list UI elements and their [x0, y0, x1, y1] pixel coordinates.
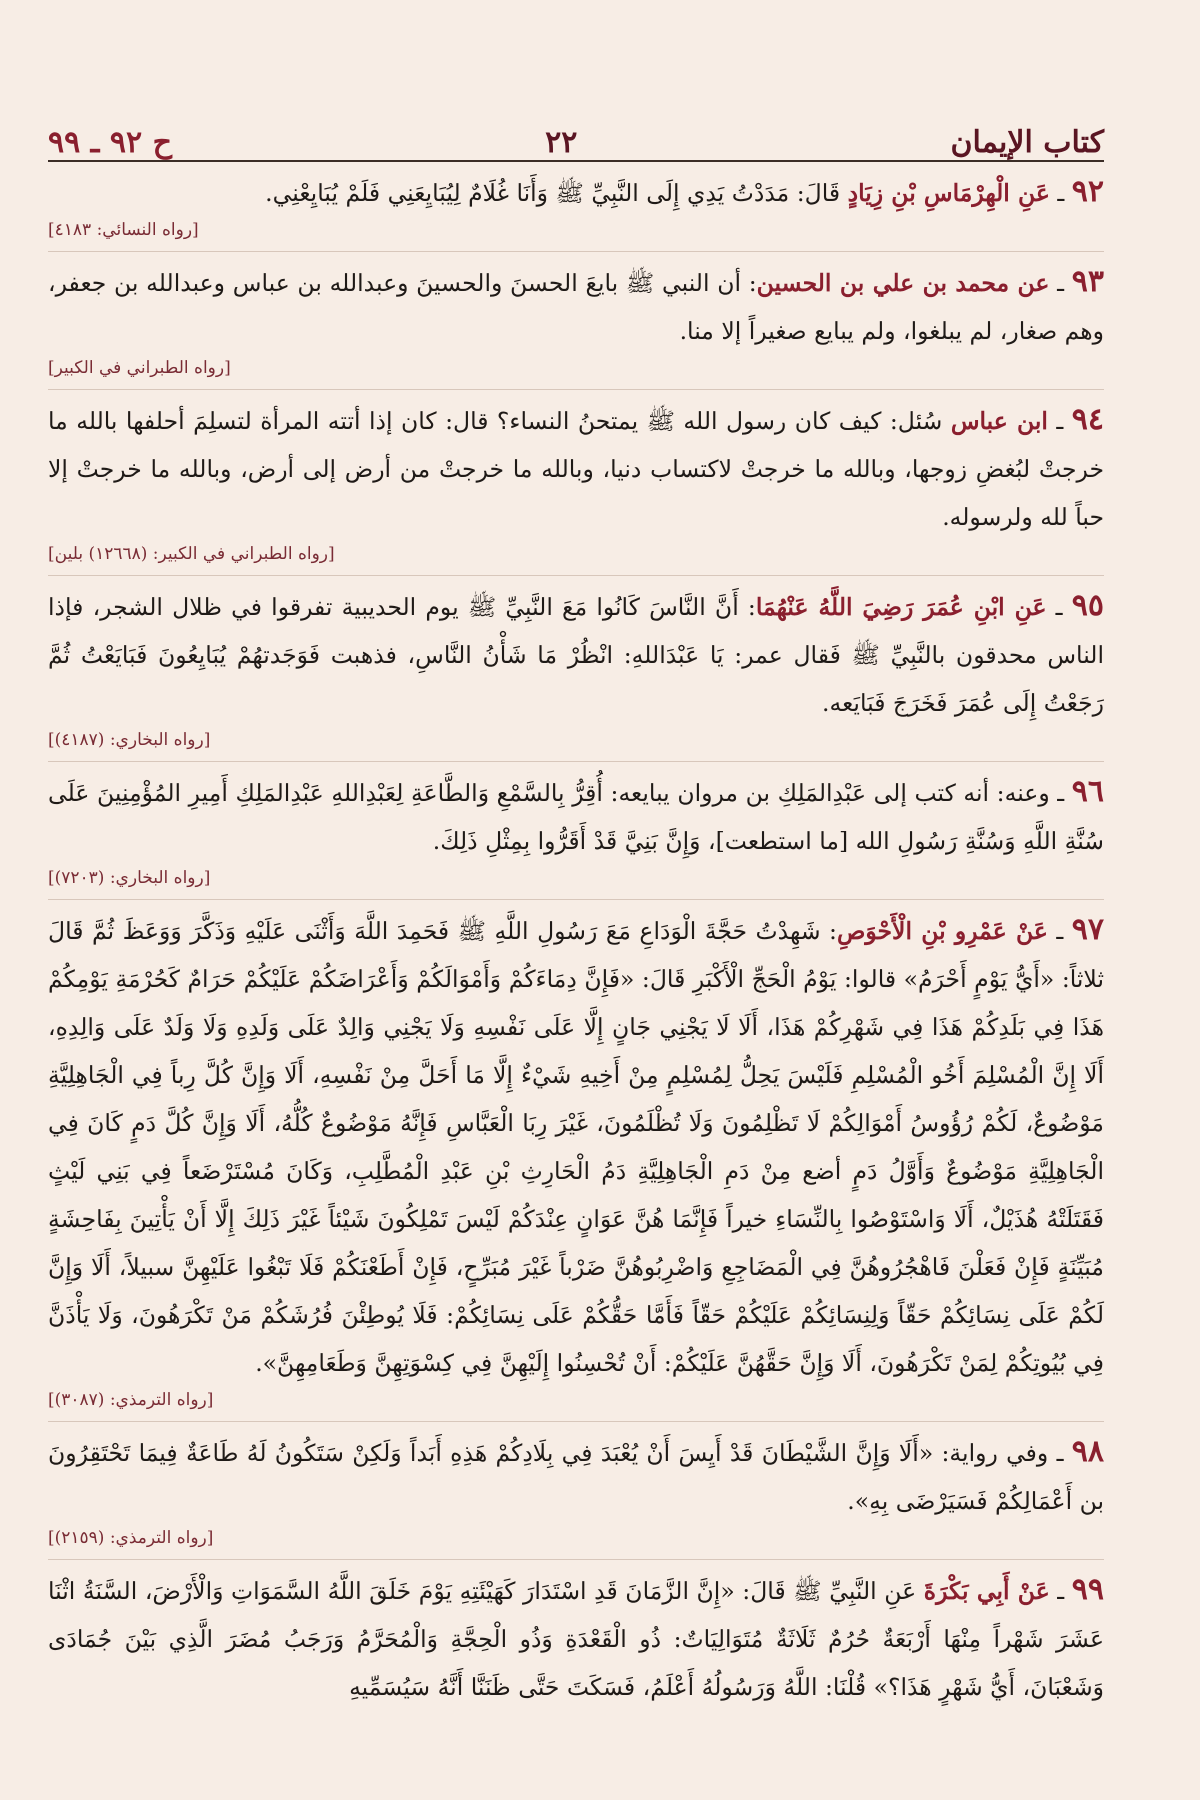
hadith-source: [رواه الطبراني في الكبير] [48, 355, 1104, 390]
hadith-92: ٩٢ ـ عَنِ الْهِرْمَاسِ بْنِ زِيَادٍ قَالَ: مَدَدْتُ يَدِي إِلَى النَّبِيِّ ﷺ وَأَنَا غُلَامٌ لِيُبَايِعَنِي فَلَمْ يُبَايِعْنِي. [رواه النسائي: ٤١٨٣] [48, 168, 1104, 252]
hadith-narrator: عَنِ ابْنِ عُمَرَ رَضِيَ اللَّهُ عَنْهُمَا [755, 593, 1047, 621]
hadith-number: ٩٥ [1071, 588, 1104, 623]
book-title: كتاب الإيمان [950, 125, 1104, 160]
hadith-narrator: عَنِ الْهِرْمَاسِ بْنِ زِيَادٍ [847, 179, 1050, 207]
hadith-source: [رواه الترمذي: (٢١٥٩)] [48, 1525, 1104, 1560]
hadith-text: وعنه: أنه كتب إلى عَبْدِالمَلِكِ بن مروان يبايعه: أُقِرُّ بِالسَّمْعِ وَالطَّاعَةِ لِعَبْدِاللهِ عَبْدِالمَلِكِ أَمِيرِ المُؤْمِنِينَ عَلَى سُنَّةِ اللَّهِ وَسُنَّةِ رَسُولِ الله [ما استطعت]، وَإِنَّ بَنِيَّ قَدْ أَقَرُّوا بِمِثْلِ ذَلِكَ. [48, 779, 1104, 855]
hadith-number: ٩٤ [1071, 402, 1104, 437]
hadith-number: ٩٣ [1071, 264, 1105, 299]
hadith-96: ٩٦ ـ وعنه: أنه كتب إلى عَبْدِالمَلِكِ بن مروان يبايعه: أُقِرُّ بِالسَّمْعِ وَالطَّاعَةِ لِعَبْدِاللهِ عَبْدِالمَلِكِ أَمِيرِ المُؤْمِنِينَ عَلَى سُنَّةِ اللَّهِ وَسُنَّةِ رَسُولِ الله [ما استطعت]، وَإِنَّ بَنِيَّ قَدْ أَقَرُّوا بِمِثْلِ ذَلِكَ. [رواه البخاري: (٧٢٠٣)] [48, 768, 1104, 900]
hadith-number: ٩٩ [1071, 1572, 1104, 1607]
hadith-source: [رواه البخاري: (٧٢٠٣)] [48, 865, 1104, 900]
hadith-94: ٩٤ ـ ابن عباس سُئل: كيف كان رسول الله ﷺ يمتحنُ النساء؟ قال: كان إذا أتته المرأة لتسلِمَ أحلفها بالله ما خرجتْ لبُغضِ زوجها، وبالله ما خرجتْ لاكتساب دنيا، وبالله ما خرجتْ من أرض إلى أرض، وبالله ما خرجتْ إلا حباً لله ولرسوله. [رواه الطبراني في الكبير: (١٢٦٦٨) بلين] [48, 396, 1104, 576]
hadith-text: قَالَ: مَدَدْتُ يَدِي إِلَى النَّبِيِّ ﷺ وَأَنَا غُلَامٌ لِيُبَايِعَنِي فَلَمْ يُبَايِعْنِي. [265, 179, 848, 207]
hadith-text: : أن النبي ﷺ بايعَ الحسنَ والحسينَ وعبدالله بن عباس وعبدالله بن جعفر، وهم صغار، لم يبلغوا، ولم يبايع صغيراً إلا منا. [48, 269, 1104, 345]
book-page [48, 100, 1104, 1760]
hadith-source: [رواه الطبراني في الكبير: (١٢٦٦٨) بلين] [48, 541, 1104, 576]
hadith-number: ٩٢ [1071, 174, 1104, 209]
hadith-narrator: ابن عباس [950, 407, 1048, 435]
hadith-text: : أَنَّ النَّاسَ كَانُوا مَعَ النَّبِيِّ ﷺ يوم الحديبية تفرقوا في ظلال الشجر، فإذا الناس محدقون بالنَّبِيِّ ﷺ فَقال عمر: يَا عَبْدَاللهِ: انْظُرْ مَا شَأْنُ النَّاسِ، فذهبت فَوَجَدتهُمْ يُبَايِعُونَ فَبَايَعْتُ ثُمَّ رَجَعْتُ إِلَى عُمَرَ فَخَرَجَ فَبَايَعه. [48, 593, 1104, 717]
hadith-source: [رواه النسائي: ٤١٨٣] [48, 217, 1104, 252]
hadith-number: ٩٦ [1071, 774, 1105, 809]
hadith-number: ٩٨ [1071, 1434, 1104, 1469]
hadith-text: وفي رواية: «أَلَا وَإِنَّ الشَّيْطَانَ قَدْ أَيِسَ أَنْ يُعْبَدَ فِي بِلَادِكُمْ هَذِهِ أَبَداً وَلَكِنْ سَتَكُونُ لَهُ طَاعَةٌ فِيمَا تَحْتَقِرُونَ بن أَعْمَالِكُمْ فَسَيَرْضَى بِهِ». [48, 1439, 1104, 1515]
hadith-93: ٩٣ ـ عن محمد بن علي بن الحسين: أن النبي ﷺ بايعَ الحسنَ والحسينَ وعبدالله بن عباس وعبدالله بن جعفر، وهم صغار، لم يبلغوا، ولم يبايع صغيراً إلا منا. [رواه الطبراني في الكبير] [48, 258, 1104, 390]
hadith-text: سُئل: كيف كان رسول الله ﷺ يمتحنُ النساء؟ قال: كان إذا أتته المرأة لتسلِمَ أحلفها بالله ما خرجتْ لبُغضِ زوجها، وبالله ما خرجتْ لاكتساب دنيا، وبالله ما خرجتْ من أرض إلى أرض، وبالله ما خرجتْ إلا حباً لله ولرسوله. [48, 407, 1104, 531]
hadith-95: ٩٥ ـ عَنِ ابْنِ عُمَرَ رَضِيَ اللَّهُ عَنْهُمَا: أَنَّ النَّاسَ كَانُوا مَعَ النَّبِيِّ ﷺ يوم الحديبية تفرقوا في ظلال الشجر، فإذا الناس محدقون بالنَّبِيِّ ﷺ فَقال عمر: يَا عَبْدَاللهِ: انْظُرْ مَا شَأْنُ النَّاسِ، فذهبت فَوَجَدتهُمْ يُبَايِعُونَ فَبَايَعْتُ ثُمَّ رَجَعْتُ إِلَى عُمَرَ فَخَرَجَ فَبَايَعه. [رواه البخاري: (٤١٨٧)] [48, 582, 1104, 762]
hadith-text: : شَهِدْتُ حَجَّةَ الْوَدَاعِ مَعَ رَسُولِ اللَّهِ ﷺ فَحَمِدَ اللَّهَ وَأَثْنَى عَلَيْهِ وَذَكَّرَ وَوَعَظَ ثُمَّ قَالَ ثلاثاً: «أَيُّ يَوْمٍ أَحْرَمُ» قالوا: يَوْمُ الْحَجِّ الْأَكْبَرِ قَالَ: «فَإِنَّ دِمَاءَكُمْ وَأَمْوَالَكُمْ وَأَعْرَاضَكُمْ عَلَيْكُمْ حَرَامٌ كَحُرْمَةِ يَوْمِكُمْ هَذَا فِي بَلَدِكُمْ هَذَا فِي شَهْرِكُمْ هَذَا، أَلَا لَا يَجْنِي جَانٍ إِلَّا عَلَى نَفْسِهِ وَلَا يَجْنِي وَالِدٌ عَلَى وَلَدِهِ وَلَا وَلَدٌ عَلَى وَالِدِهِ، أَلَا إِنَّ الْمُسْلِمَ أَخُو الْمُسْلِمِ فَلَيْسَ يَحِلُّ لِمُسْلِمٍ مِنْ أَخِيهِ شَيْءٌ إِلَّا مَا أَحَلَّ مِنْ نَفْسِهِ، أَلَا وَإِنَّ كُلَّ رِباً فِي الْجَاهِلِيَّةِ مَوْضُوعٌ، لَكُمْ رُؤُوسُ أَمْوَالِكُمْ لَا تَظْلِمُونَ وَلَا تُظْلَمُونَ، غَيْرَ رِبَا الْعَبَّاسِ فَإِنَّهُ مَوْضُوعٌ كُلُّهُ، أَلَا وَإِنَّ كُلَّ دَمٍ كَانَ فِي الْجَاهِلِيَّةِ مَوْضُوعٌ وَأَوَّلُ دَمٍ أضع مِنْ دَمِ الْجَاهِلِيَّةِ دَمُ الْحَارِثِ بْنِ عَبْدِ الْمُطَّلِبِ، وَكَانَ مُسْتَرْضَعاً فِي بَنِي لَيْثٍ فَقَتَلَتْهُ هُذَيْلٌ، أَلَا وَاسْتَوْصُوا بِالنِّسَاءِ خيراً فَإِنَّمَا هُنَّ عَوَانٍ عِنْدَكُمْ لَيْسَ تَمْلِكُونَ شَيْئاً غَيْرَ ذَلِكَ إِلَّا أَنْ يَأْتِينَ بِفَاحِشَةٍ مُبَيِّنَةٍ فَإِنْ فَعَلْنَ فَاهْجُرُوهُنَّ فِي الْمَضَاجِعِ وَاضْرِبُوهُنَّ ضَرْباً غَيْرَ مُبَرِّحٍ، فَإِنْ أَطَعْنَكُمْ فَلَا تَبْغُوا عَلَيْهِنَّ سبيلاً، أَلَا وَإِنَّ لَكُمْ عَلَى نِسَائِكُمْ حَقّاً وَلِنِسَائِكُمْ عَلَيْكُمْ حَقّاً فَأَمَّا حَقُّكُمْ عَلَى نِسَائِكُمْ: فَلَا يُوطِئْنَ فُرُشَكُمْ مَنْ تَكْرَهُونَ، وَلَا يَأْذَنَّ فِي بُيُوتِكُمْ لِمَنْ تَكْرَهُونَ، أَلَا وَإِنَّ حَقَّهُنَّ عَلَيْكُمْ: أَنْ تُحْسِنُوا إِلَيْهِنَّ فِي كِسْوَتِهِنَّ وَطَعَامِهِنَّ». [48, 917, 1104, 1377]
hadith-97: ٩٧ ـ عَنْ عَمْرِو بْنِ الْأَحْوَصِ: شَهِدْتُ حَجَّةَ الْوَدَاعِ مَعَ رَسُولِ اللَّهِ ﷺ فَحَمِدَ اللَّهَ وَأَثْنَى عَلَيْهِ وَذَكَّرَ وَوَعَظَ ثُمَّ قَالَ ثلاثاً: «أَيُّ يَوْمٍ أَحْرَمُ» قالوا: يَوْمُ الْحَجِّ الْأَكْبَرِ قَالَ: «فَإِنَّ دِمَاءَكُمْ وَأَمْوَالَكُمْ وَأَعْرَاضَكُمْ عَلَيْكُمْ حَرَامٌ كَحُرْمَةِ يَوْمِكُمْ هَذَا فِي بَلَدِكُمْ هَذَا فِي شَهْرِكُمْ هَذَا، أَلَا لَا يَجْنِي جَانٍ إِلَّا عَلَى نَفْسِهِ وَلَا يَجْنِي وَالِدٌ عَلَى وَلَدِهِ وَلَا وَلَدٌ عَلَى وَالِدِهِ، أَلَا إِنَّ الْمُسْلِمَ أَخُو الْمُسْلِمِ فَلَيْسَ يَحِلُّ لِمُسْلِمٍ مِنْ أَخِيهِ شَيْءٌ إِلَّا مَا أَحَلَّ مِنْ نَفْسِهِ، أَلَا وَإِنَّ كُلَّ رِباً فِي الْجَاهِلِيَّةِ مَوْضُوعٌ، لَكُمْ رُؤُوسُ أَمْوَالِكُمْ لَا تَظْلِمُونَ وَلَا تُظْلَمُونَ، غَيْرَ رِبَا الْعَبَّاسِ فَإِنَّهُ مَوْضُوعٌ كُلُّهُ، أَلَا وَإِنَّ كُلَّ دَمٍ كَانَ فِي الْجَاهِلِيَّةِ مَوْضُوعٌ وَأَوَّلُ دَمٍ أضع مِنْ دَمِ الْجَاهِلِيَّةِ دَمُ الْحَارِثِ بْنِ عَبْدِ الْمُطَّلِبِ، وَكَانَ مُسْتَرْضَعاً فِي بَنِي لَيْثٍ فَقَتَلَتْهُ هُذَيْلٌ، أَلَا وَاسْتَوْصُوا بِالنِّسَاءِ خيراً فَإِنَّمَا هُنَّ عَوَانٍ عِنْدَكُمْ لَيْسَ تَمْلِكُونَ شَيْئاً غَيْرَ ذَلِكَ إِلَّا أَنْ يَأْتِينَ بِفَاحِشَةٍ مُبَيِّنَةٍ فَإِنْ فَعَلْنَ فَاهْجُرُوهُنَّ فِي الْمَضَاجِعِ وَاضْرِبُوهُنَّ ضَرْباً غَيْرَ مُبَرِّحٍ، فَإِنْ أَطَعْنَكُمْ فَلَا تَبْغُوا عَلَيْهِنَّ سبيلاً، أَلَا وَإِنَّ لَكُمْ عَلَى نِسَائِكُمْ حَقّاً وَلِنِسَائِكُمْ عَلَيْكُمْ حَقّاً فَأَمَّا حَقُّكُمْ عَلَى نِسَائِكُمْ: فَلَا يُوطِئْنَ فُرُشَكُمْ مَنْ تَكْرَهُونَ، وَلَا يَأْذَنَّ فِي بُيُوتِكُمْ لِمَنْ تَكْرَهُونَ، أَلَا وَإِنَّ حَقَّهُنَّ عَلَيْكُمْ: أَنْ تُحْسِنُوا إِلَيْهِنَّ فِي كِسْوَتِهِنَّ وَطَعَامِهِنَّ». [رواه الترمذي: (٣٠٨٧)] [48, 906, 1104, 1422]
page-number: ٢٢ [545, 125, 578, 160]
hadith-source: [رواه البخاري: (٤١٨٧)] [48, 727, 1104, 762]
hadith-narrator: عَنْ عَمْرِو بْنِ الْأَحْوَصِ [836, 917, 1048, 945]
hadith-99: ٩٩ ـ عَنْ أَبِي بَكْرَةَ عَنِ النَّبِيِّ ﷺ قَالَ: «إِنَّ الزَّمَانَ قَدِ اسْتَدَارَ كَهَيْئَتِهِ يَوْمَ خَلَقَ اللَّهُ السَّمَوَاتِ وَالْأَرْضَ، السَّنَةُ اثْنَا عَشَرَ شَهْراً مِنْهَا أَرْبَعَةٌ حُرُمٌ ثَلَاثَةٌ مُتَوَالِيَاتٌ: ذُو الْقَعْدَةِ وَذُو الْحِجَّةِ وَالْمُحَرَّمُ وَرَجَبُ مُضَرَ الَّذِي بَيْنَ جُمَادَى وَشَعْبَانَ، أَيُّ شَهْرٍ هَذَا؟» قُلْنَا: اللَّهُ وَرَسُولُهُ أَعْلَمُ، فَسَكَتَ حَتَّى ظَنَنَّا أَنَّهُ سَيُسَمِّيهِ [48, 1572, 1104, 1701]
hadith-range: ح ٩٢ ـ ٩٩ [48, 125, 172, 160]
page-header [48, 100, 1104, 162]
hadith-98: ٩٨ ـ وفي رواية: «أَلَا وَإِنَّ الشَّيْطَانَ قَدْ أَيِسَ أَنْ يُعْبَدَ فِي بِلَادِكُمْ هَذِهِ أَبَداً وَلَكِنْ سَتَكُونُ لَهُ طَاعَةٌ فِيمَا تَحْتَقِرُونَ بن أَعْمَالِكُمْ فَسَيَرْضَى بِهِ». [رواه الترمذي: (٢١٥٩)] [48, 1428, 1104, 1560]
hadith-number: ٩٧ [1071, 912, 1104, 947]
hadith-text: عَنِ النَّبِيِّ ﷺ قَالَ: «إِنَّ الزَّمَانَ قَدِ اسْتَدَارَ كَهَيْئَتِهِ يَوْمَ خَلَقَ اللَّهُ السَّمَوَاتِ وَالْأَرْضَ، السَّنَةُ اثْنَا عَشَرَ شَهْراً مِنْهَا أَرْبَعَةٌ حُرُمٌ ثَلَاثَةٌ مُتَوَالِيَاتٌ: ذُو الْقَعْدَةِ وَذُو الْحِجَّةِ وَالْمُحَرَّمُ وَرَجَبُ مُضَرَ الَّذِي بَيْنَ جُمَادَى وَشَعْبَانَ، أَيُّ شَهْرٍ هَذَا؟» قُلْنَا: اللَّهُ وَرَسُولُهُ أَعْلَمُ، فَسَكَتَ حَتَّى ظَنَنَّا أَنَّهُ سَيُسَمِّيهِ [48, 1577, 1104, 1701]
hadith-narrator: عَنْ أَبِي بَكْرَةَ [923, 1577, 1050, 1605]
hadith-narrator: عن محمد بن علي بن الحسين [756, 269, 1050, 297]
hadith-source: [رواه الترمذي: (٣٠٨٧)] [48, 1387, 1104, 1422]
